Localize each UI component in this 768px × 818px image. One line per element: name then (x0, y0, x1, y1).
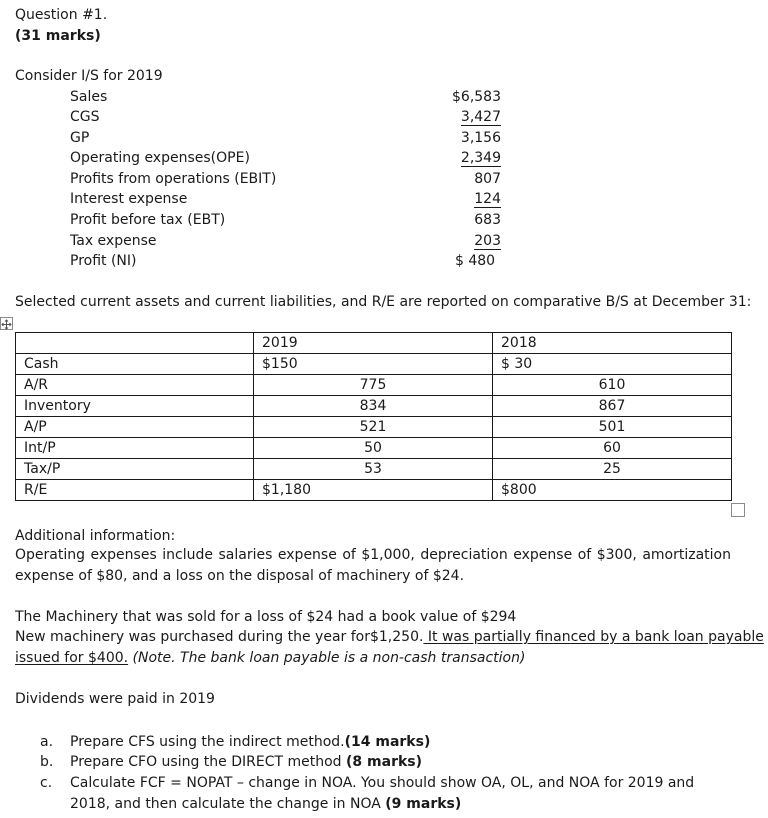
is-value-interest: 124 (474, 191, 501, 207)
table-row (16, 354, 732, 375)
is-label-interest: Interest expense (70, 191, 188, 207)
task-a (40, 732, 730, 753)
task-c (40, 773, 730, 815)
new-machinery-plain: New machinery was purchased during the year for$1,250. (15, 629, 424, 645)
row-label: A/P (16, 417, 254, 438)
is-value-ni: $ 480 (455, 253, 496, 269)
cell-2018: $800 (493, 480, 732, 501)
question-number: Question #1. (15, 7, 108, 23)
dividends-text: Dividends were paid in 2019 (15, 691, 215, 707)
new-machinery-underlined-1: It was partially financed by a bank loan payable (423, 629, 764, 645)
is-value-tax: 203 (474, 233, 501, 249)
task-marker: b. (40, 754, 54, 770)
cell-2019: 775 (254, 375, 493, 396)
cell-2018: 501 (493, 417, 732, 438)
is-label-ebt: Profit before tax (EBT) (70, 212, 226, 228)
is-value-ope: 2,349 (460, 150, 501, 166)
cell-2018: $ 30 (493, 354, 732, 375)
task-marker: c. (40, 775, 53, 791)
row-label: Int/P (16, 438, 254, 459)
row-label: Inventory (16, 396, 254, 417)
new-machinery-line-1 (15, 628, 764, 646)
task-marker: a. (40, 734, 54, 750)
cell-2018: 25 (493, 459, 732, 480)
is-value-ebt: 683 (474, 212, 501, 228)
table-resize-handle[interactable] (731, 503, 745, 517)
table-header-row (16, 333, 732, 354)
machinery-sold-text: The Machinery that was sold for a loss of $24 had a book value of $294 (15, 609, 517, 625)
cell-2019: $150 (254, 354, 493, 375)
new-machinery-underlined-2: issued for $400. (15, 650, 129, 666)
move-icon (1, 319, 12, 330)
is-label-gp: GP (70, 130, 90, 146)
new-machinery-line-2 (15, 649, 525, 667)
table-row (16, 438, 732, 459)
income-statement-intro: Consider I/S for 2019 (15, 68, 163, 84)
task-marks: (14 marks) (344, 734, 431, 750)
balance-sheet-table (15, 332, 732, 501)
row-label: Tax/P (16, 459, 254, 480)
table-row (16, 480, 732, 501)
is-label-sales: Sales (70, 89, 108, 105)
table-row (16, 459, 732, 480)
additional-heading: Additional information: (15, 528, 176, 544)
table-row (16, 417, 732, 438)
cell-2019: 50 (254, 438, 493, 459)
row-label: R/E (16, 480, 254, 501)
table-move-handle[interactable] (0, 317, 13, 330)
is-label-cgs: CGS (70, 109, 100, 125)
is-value-ebit: 807 (474, 171, 501, 187)
table-row (16, 396, 732, 417)
header-cell-2018: 2018 (493, 333, 732, 354)
cell-2019: 834 (254, 396, 493, 417)
task-marks: (9 marks) (385, 796, 462, 812)
balance-sheet-intro: Selected current assets and current liabilities, and R/E are reported on comparative B/S at December 31: (15, 294, 752, 310)
is-value-sales: $6,583 (452, 89, 501, 105)
cell-2018: 610 (493, 375, 732, 396)
header-cell-label (16, 333, 254, 354)
bank-loan-note: (Note. The bank loan payable is a non-cash transaction) (132, 650, 526, 666)
opex-paragraph: Operating expenses include salaries expense of $1,000, depreciation expense of $300, amortization expense of $80, and a loss on the disposal of machinery of $24. (15, 547, 731, 584)
task-text: Prepare CFS using the indirect method. (70, 734, 345, 750)
table-row (16, 375, 732, 396)
task-b (40, 752, 730, 773)
cell-2018: 867 (493, 396, 732, 417)
cell-2019: 521 (254, 417, 493, 438)
is-value-gp: 3,156 (460, 130, 501, 146)
task-marks: (8 marks) (346, 754, 423, 770)
cell-2019: $1,180 (254, 480, 493, 501)
task-text: Calculate FCF = NOPAT – change in NOA. You should show OA, OL, and NOA for 2019 and 2018, and then calculate the change in NOA (70, 775, 695, 812)
is-label-ni: Profit (NI) (70, 253, 137, 269)
is-label-ope: Operating expenses(OPE) (70, 150, 250, 166)
row-label: A/R (16, 375, 254, 396)
question-marks: (31 marks) (15, 28, 101, 44)
row-label: Cash (16, 354, 254, 375)
cell-2019: 53 (254, 459, 493, 480)
cell-2018: 60 (493, 438, 732, 459)
task-text: Prepare CFO using the DIRECT method (70, 754, 347, 770)
is-value-cgs: 3,427 (460, 109, 501, 125)
header-cell-2019: 2019 (254, 333, 493, 354)
is-label-ebit: Profits from operations (EBIT) (70, 171, 277, 187)
is-label-tax: Tax expense (70, 233, 157, 249)
